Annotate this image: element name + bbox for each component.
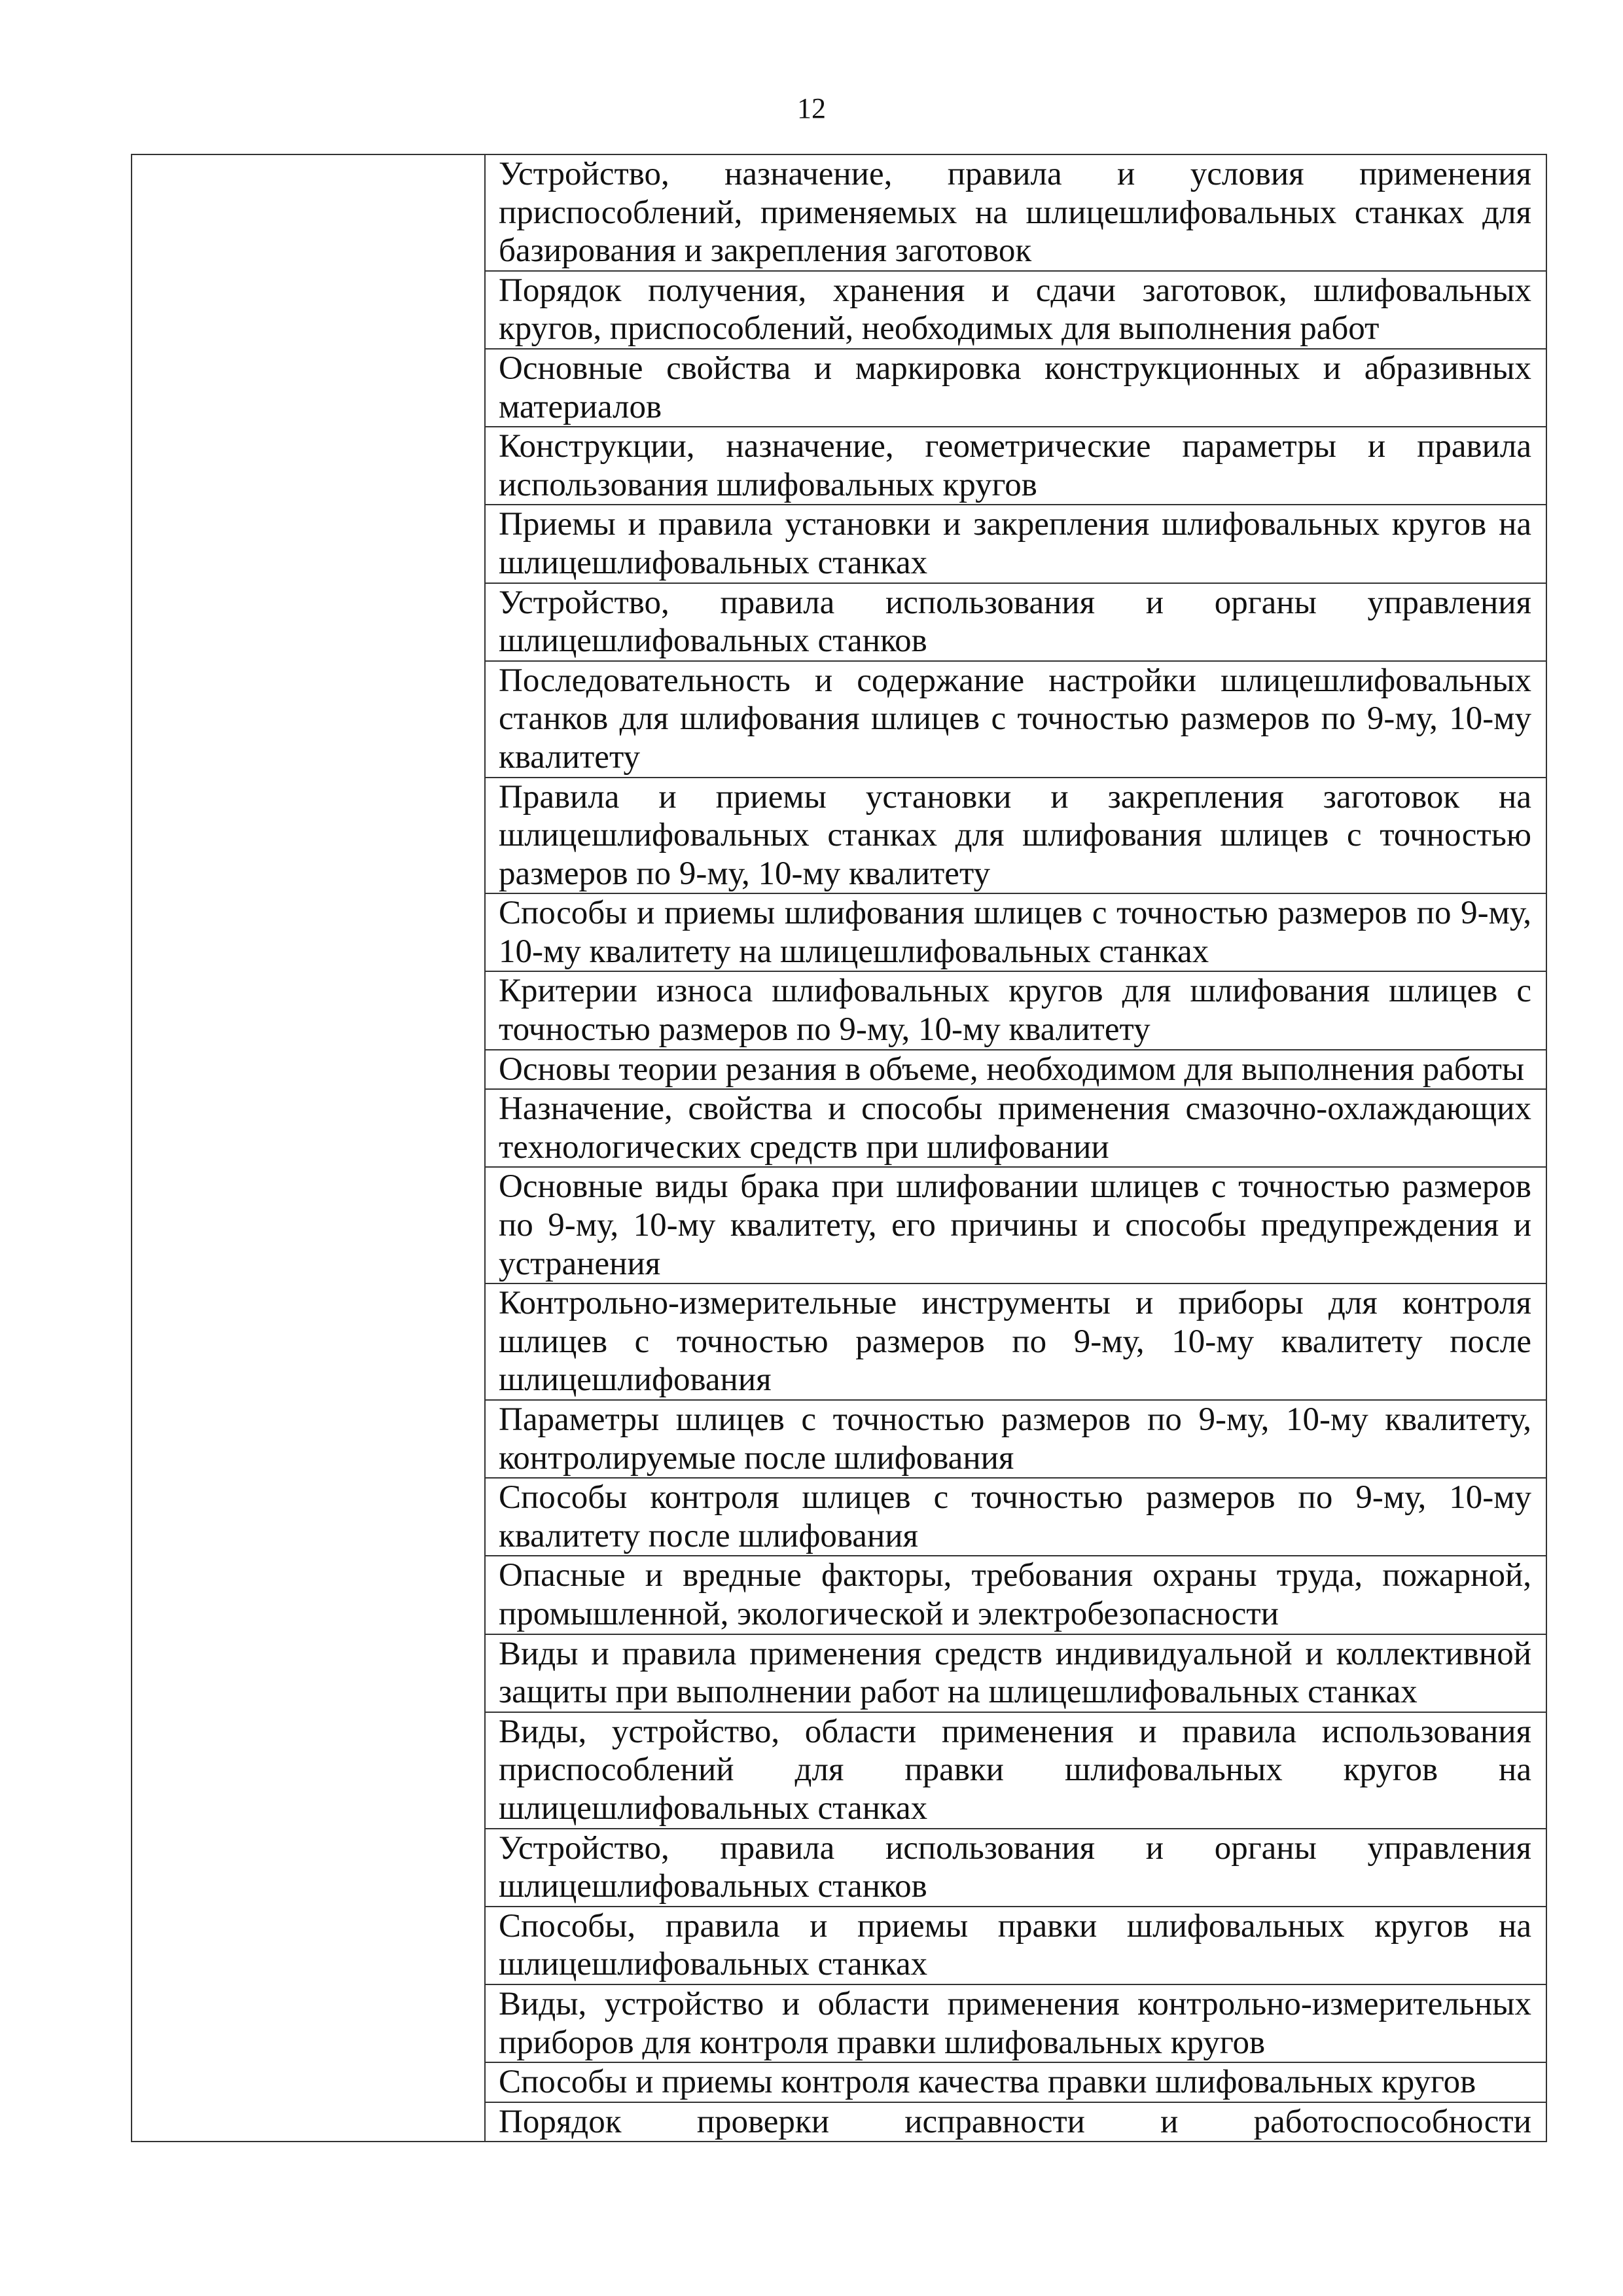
table-cell: [485, 971, 1546, 1049]
table-cell: [485, 1478, 1546, 1556]
table-cell: [485, 1829, 1546, 1907]
cell-text: Устройство, правила использования и органы управления шлицешлифовальных станков: [499, 1829, 1531, 1905]
table-cell: [485, 1984, 1546, 2062]
cell-text: Назначение, свойства и способы применения смазочно-охлаждающих технологических средств при шлифовании: [499, 1090, 1531, 1166]
cell-text: Виды и правила применения средств индивидуальной и коллективной защиты при выполнении работ на шлицешлифовальных станках: [499, 1635, 1531, 1711]
table-row: [132, 154, 1546, 271]
cell-text: Виды, устройство, области применения и правила использования приспособлений для правки шлифовальных кругов на шлицешлифовальных станках: [499, 1713, 1531, 1827]
table-cell: [485, 2102, 1546, 2142]
cell-text: Основы теории резания в объеме, необходимом для выполнения работы: [499, 1050, 1525, 1088]
table-cell: [485, 349, 1546, 427]
table-cell: [485, 505, 1546, 583]
cell-text: Порядок проверки исправности и работоспособности: [499, 2103, 1531, 2140]
cell-text: Основные виды брака при шлифовании шлицев с точностью размеров по 9-му, 10-му квалитету, его причины и способы предупреждения и устранения: [499, 1168, 1531, 1282]
cell-text: Правила и приемы установки и закрепления заготовок на шлицешлифовальных станках для шлифования шлицев с точностью размеров по 9-му, 10-му квалитету: [499, 778, 1531, 892]
cell-text: Критерии износа шлифовальных кругов для шлифования шлицев с точностью размеров по 9-му, 10-му квалитету: [499, 973, 1531, 1049]
table-cell: [485, 1634, 1546, 1712]
cell-text: Параметры шлицев с точностью размеров по 9-му, 10-му квалитету, контролируемые после шлифования: [499, 1401, 1531, 1477]
table-cell: [485, 1907, 1546, 1984]
table-cell: [485, 778, 1546, 894]
table-cell: [485, 1167, 1546, 1283]
table-cell: [485, 1712, 1546, 1829]
table-cell: [485, 1050, 1546, 1090]
table-cell: [485, 271, 1546, 349]
cell-text: Конструкции, назначение, геометрические параметры и правила использования шлифовальных кругов: [499, 428, 1531, 503]
table-cell: [485, 661, 1546, 778]
page-number: 12: [797, 92, 826, 124]
cell-text: Способы контроля шлицев с точностью размеров по 9-му, 10-му квалитету после шлифования: [499, 1479, 1531, 1554]
cell-text: Устройство, назначение, правила и условия применения приспособлений, применяемых на шлицешлифовальных станках для базирования и закрепления заготовок: [499, 156, 1531, 270]
cell-text: Порядок получения, хранения и сдачи заготовок, шлифовальных кругов, приспособлений, необходимых для выполнения работ: [499, 272, 1531, 348]
table-cell: [485, 1089, 1546, 1167]
table-cell: [485, 154, 1546, 271]
table-cell: [485, 893, 1546, 971]
table-cell: [485, 1283, 1546, 1400]
table-cell: [485, 583, 1546, 661]
cell-text: Способы, правила и приемы правки шлифовальных кругов на шлицешлифовальных станках: [499, 1907, 1531, 1983]
cell-text: Последовательность и содержание настройки шлицешлифовальных станков для шлифования шлицев с точностью размеров по 9-му, 10-му квалитету: [499, 662, 1531, 776]
table-cell: [485, 427, 1546, 505]
cell-text: Основные свойства и маркировка конструкционных и абразивных материалов: [499, 350, 1531, 425]
cell-text: Приемы и правила установки и закрепления шлифовальных кругов на шлицешлифовальных станках: [499, 506, 1531, 581]
cell-text: Устройство, правила использования и органы управления шлицешлифовальных станков: [499, 584, 1531, 660]
cell-text: Способы и приемы контроля качества правки шлифовальных кругов: [499, 2064, 1476, 2101]
table-cell: [485, 1400, 1546, 1478]
knowledge-table: [131, 154, 1547, 2142]
left-column-cell: [132, 154, 485, 2142]
table-cell: [485, 2062, 1546, 2102]
cell-text: Опасные и вредные факторы, требования охраны труда, пожарной, промышленной, экологической и электробезопасности: [499, 1557, 1531, 1632]
cell-text: Контрольно-измерительные инструменты и приборы для контроля шлицев с точностью размеров по 9-му, 10-му квалитету после шлицешлифования: [499, 1285, 1531, 1399]
cell-text: Виды, устройство и области применения контрольно-измерительных приборов для контроля правки шлифовальных кругов: [499, 1985, 1531, 2061]
cell-text: Способы и приемы шлифования шлицев с точностью размеров по 9-му, 10-му квалитету на шлицешлифовальных станках: [499, 895, 1531, 970]
table-cell: [485, 1556, 1546, 1634]
